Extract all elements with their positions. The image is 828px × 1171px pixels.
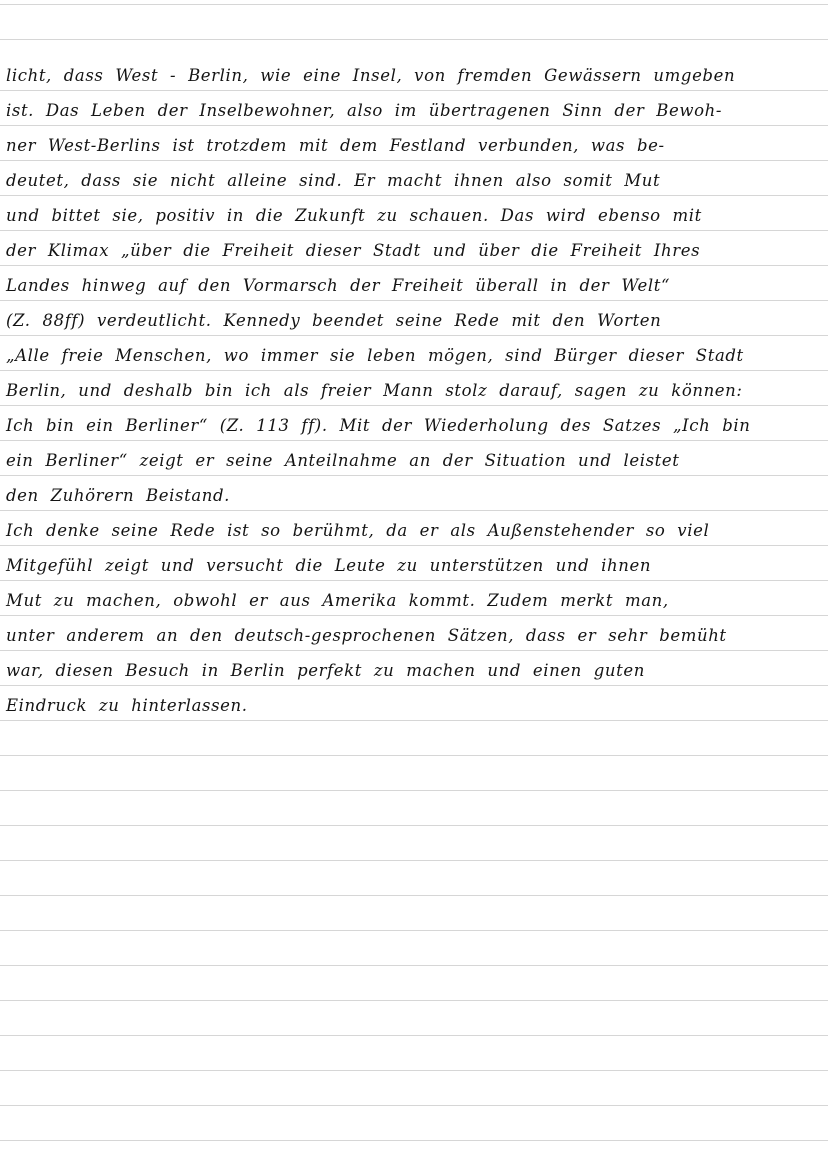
line-text: deutet, dass sie nicht alleine sind. Er macht ihnen also somit Mut bbox=[6, 171, 661, 190]
line-text: Landes hinweg auf den Vormarsch der Freiheit überall in der Welt“ bbox=[6, 276, 671, 295]
text-line bbox=[0, 441, 828, 476]
line-text: Berlin, und deshalb bin ich als freier Mann stolz darauf, sagen zu können: bbox=[6, 381, 743, 400]
text-line bbox=[0, 231, 828, 266]
text-line bbox=[0, 511, 828, 546]
line-text: ein Berliner“ zeigt er seine Anteilnahme an der Situation und leistet bbox=[6, 451, 680, 470]
line-text: den Zuhörern Beistand. bbox=[6, 486, 230, 505]
line-text: Mut zu machen, obwohl er aus Amerika kommt. Zudem merkt man, bbox=[6, 591, 669, 610]
line-text: licht, dass West - Berlin, wie eine Insel, von fremden Gewässern umgeben bbox=[6, 66, 736, 85]
text-line bbox=[0, 301, 828, 336]
line-text: Ich bin ein Berliner“ (Z. 113 ff). Mit der Wiederholung des Satzes „Ich bin bbox=[6, 416, 751, 435]
text-line bbox=[0, 581, 828, 616]
text-line bbox=[0, 651, 828, 686]
text-line bbox=[0, 406, 828, 441]
text-line bbox=[0, 91, 828, 126]
line-text: ner West-Berlins ist trotzdem mit dem Festland verbunden, was be- bbox=[6, 136, 665, 155]
text-line bbox=[0, 196, 828, 231]
text-line bbox=[0, 336, 828, 371]
line-text: war, diesen Besuch in Berlin perfekt zu machen und einen guten bbox=[6, 661, 645, 680]
text-line bbox=[0, 161, 828, 196]
text-line bbox=[0, 126, 828, 161]
line-text: „Alle freie Menschen, wo immer sie leben mögen, sind Bürger dieser Stadt bbox=[6, 346, 744, 365]
text-line bbox=[0, 546, 828, 581]
line-text: der Klimax „über die Freiheit dieser Stadt und über die Freiheit Ihres bbox=[6, 241, 701, 260]
line-text: unter anderem an den deutsch-gesprochenen Sätzen, dass er sehr bemüht bbox=[6, 626, 727, 645]
line-text: (Z. 88ff) verdeutlicht. Kennedy beendet seine Rede mit den Worten bbox=[6, 311, 662, 330]
text-line bbox=[0, 476, 828, 511]
line-text: Mitgefühl zeigt und versucht die Leute zu unterstützen und ihnen bbox=[6, 556, 652, 575]
text-line bbox=[0, 371, 828, 406]
text-line bbox=[0, 686, 828, 721]
line-text: und bittet sie, positiv in die Zukunft zu schauen. Das wird ebenso mit bbox=[6, 206, 702, 225]
line-text: Eindruck zu hinterlassen. bbox=[6, 696, 248, 715]
line-text: ist. Das Leben der Inselbewohner, also im übertragenen Sinn der Bewoh- bbox=[6, 101, 723, 120]
text-line bbox=[0, 266, 828, 301]
handwritten-text-block bbox=[0, 56, 828, 721]
text-line bbox=[0, 616, 828, 651]
text-line bbox=[0, 56, 828, 91]
line-text: Ich denke seine Rede ist so berühmt, da er als Außenstehender so viel bbox=[6, 521, 710, 540]
